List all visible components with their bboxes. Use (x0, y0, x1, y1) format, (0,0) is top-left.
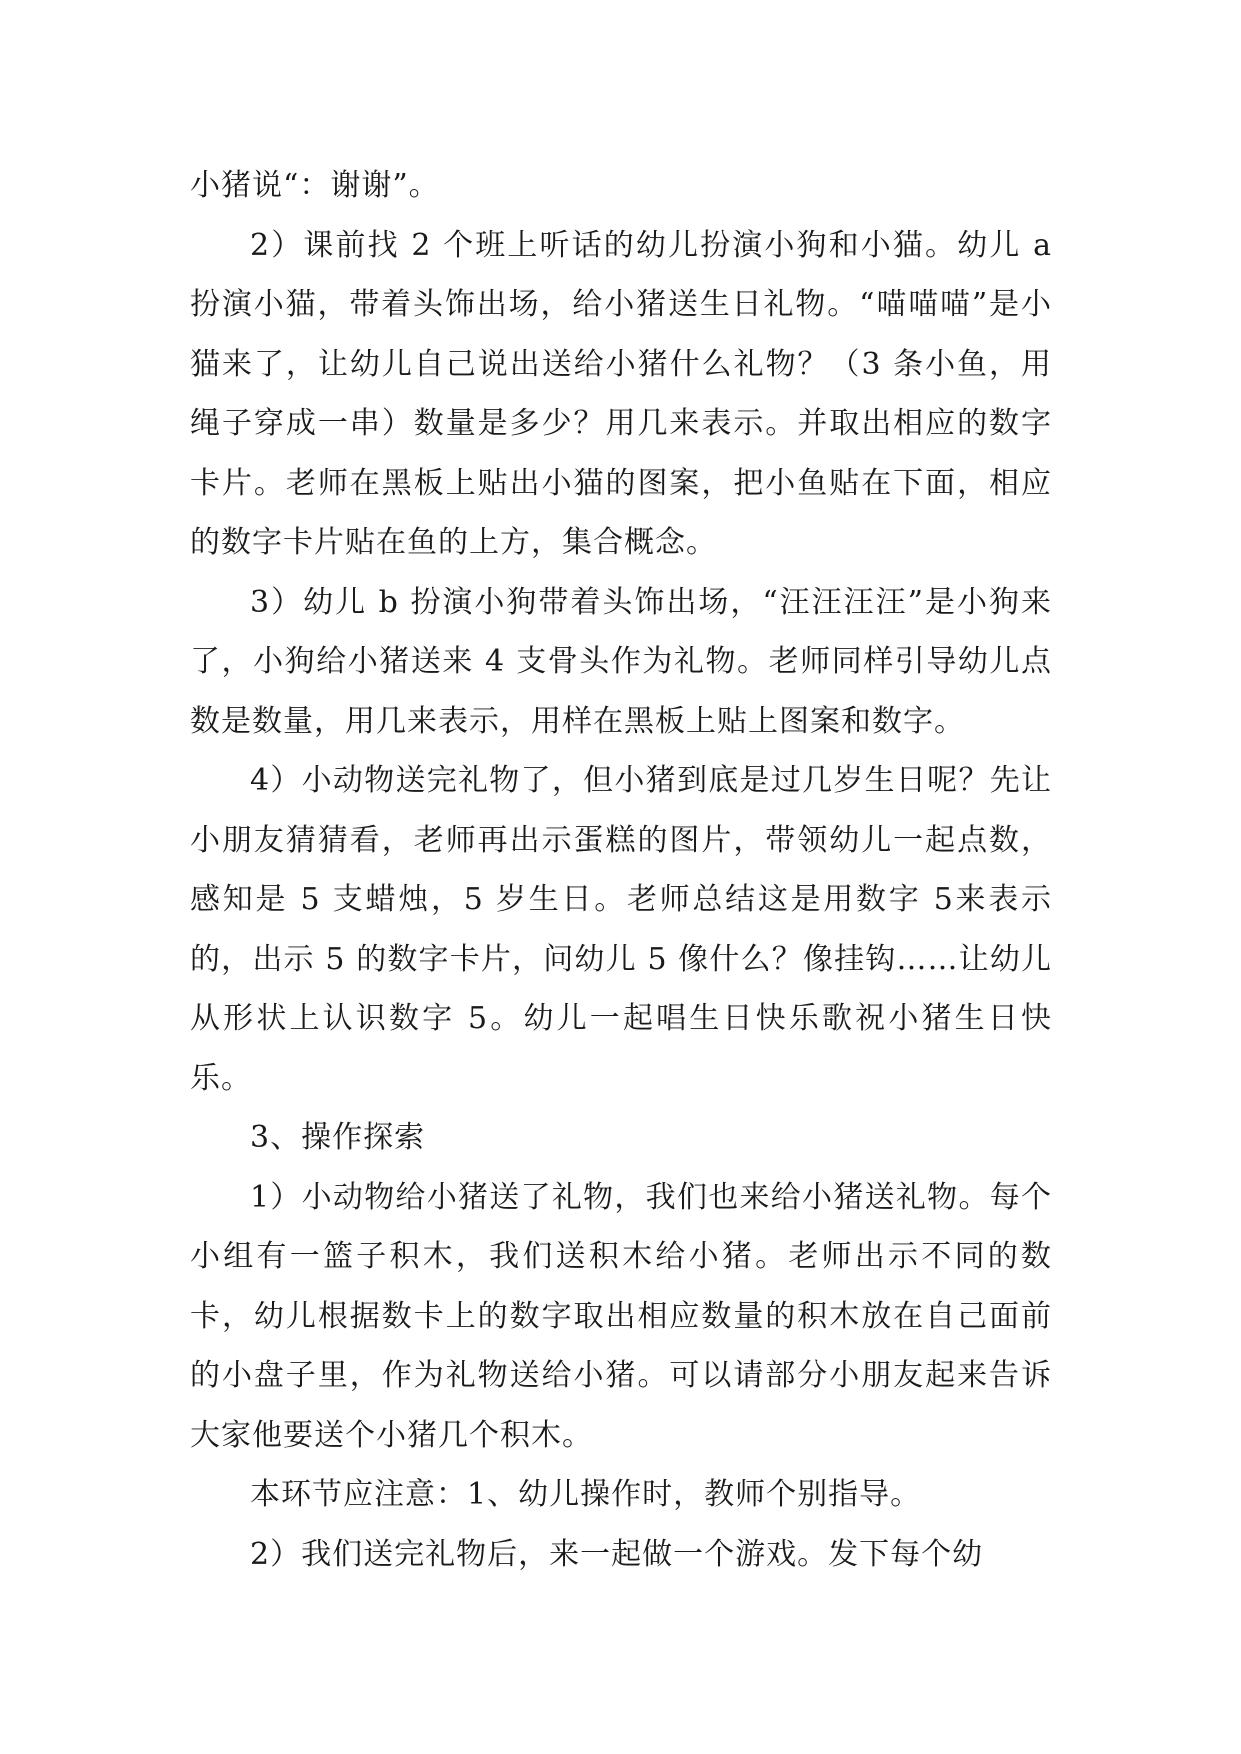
paragraph: 本环节应注意：1、幼儿操作时，教师个别指导。 (250, 1477, 922, 1512)
paragraph: 4）小动物送完礼物了，但小猪到底是过几岁生日呢？先让小朋友猜猜看，老师再出示蛋糕的图片，带领幼儿一起点数，感知是 5 支蜡烛，5 岁生日。老师总结这是用数字 5来表示的，出示 5 的数字卡片，问幼儿 5 像什么？像挂钩……让幼儿从形状上认识数字 5。幼儿一起唱生日快乐歌祝小猪生日快乐。 (190, 763, 1052, 1096)
paragraph: 小猪说“：谢谢”。 (190, 168, 440, 203)
paragraph: 2）课前找 2 个班上听话的幼儿扮演小狗和小猫。幼儿 a 扮演小猫，带着头饰出场，给小猪送生日礼物。“喵喵喵”是小猫来了，让幼儿自己说出送给小猪什么礼物？（3 条小鱼，用绳子穿成一串）数量是多少？用几来表示。并取出相应的数字卡片。老师在黑板上贴出小猫的图案，把小鱼贴在下面，相应的数字卡片贴在鱼的上方，集合概念。 (190, 227, 1052, 560)
paragraph: 2）我们送完礼物后，来一起做一个游戏。发下每个幼 (250, 1536, 984, 1572)
paragraph: 3）幼儿 b 扮演小狗带着头饰出场，“汪汪汪汪”是小狗来了，小狗给小猪送来 4 支骨头作为礼物。老师同样引导幼儿点数是数量，用几来表示，用样在黑板上贴上图案和数字。 (190, 584, 1052, 739)
section-heading: 3、操作探索 (250, 1120, 426, 1155)
document-body (190, 156, 1052, 1584)
paragraph: 1）小动物给小猪送了礼物，我们也来给小猪送礼物。每个小组有一篮子积木，我们送积木给小猪。老师出示不同的数卡，幼儿根据数卡上的数字取出相应数量的积木放在自己面前的小盘子里，作为礼物送给小猪。可以请部分小朋友起来告诉大家他要送个小猪几个积木。 (190, 1179, 1052, 1453)
